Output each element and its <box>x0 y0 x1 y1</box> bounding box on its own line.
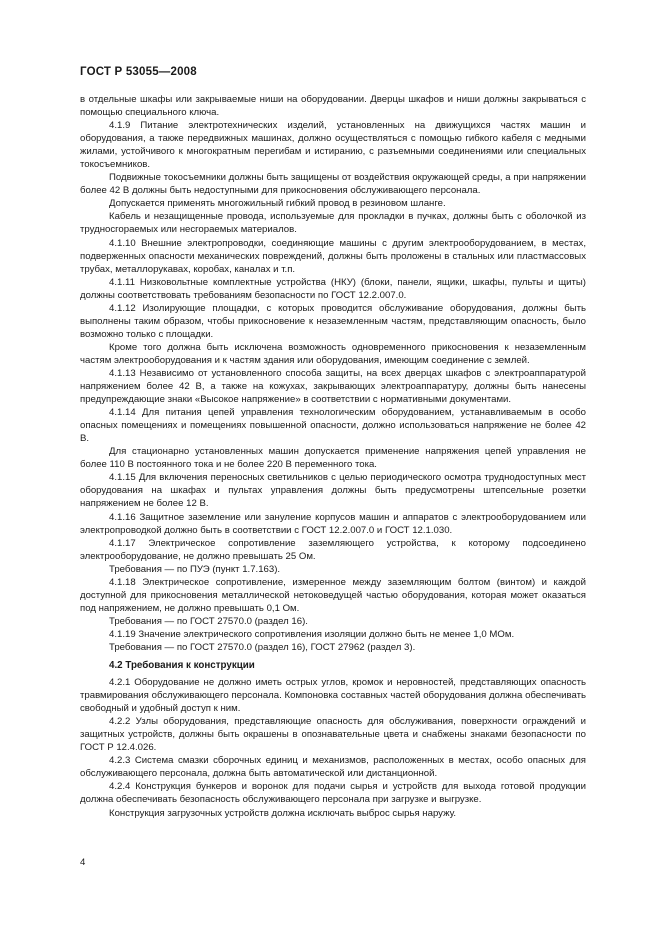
paragraph: 4.1.11 Низковольтные комплектные устройства (НКУ) (блоки, панели, ящики, шкафы, пульты и щиты) должны соответствовать требованиям безопасности по ГОСТ 12.2.007.0. <box>80 276 586 301</box>
paragraph: 4.1.10 Внешние электропроводки, соединяющие машины с другим электрооборудованием, в местах, подверженных опасности механических повреждений, должны быть проложены в стальных или пластмассовых трубах, металлорукавах, коробах, каналах и т.п. <box>80 237 586 275</box>
paragraph: 4.2.1 Оборудование не должно иметь острых углов, кромок и неровностей, представляющих опасность травмирования обслуживающего персонала. Компоновка составных частей оборудования должна обеспечивать свободный и удобный доступ к ним. <box>80 677 586 715</box>
paragraph: Кабель и незащищенные провода, используемые для прокладки в пучках, должны быть с оболочкой из трудносгораемых или несгораемых материалов. <box>80 211 586 236</box>
paragraph: Допускается применять многожильный гибкий провод в резиновом шланге. <box>109 198 446 210</box>
paragraph: Конструкция загрузочных устройств должна исключать выброс сырья наружу. <box>109 807 457 819</box>
section-heading: 4.2 Требования к конструкции <box>109 660 255 672</box>
paragraph: Требования — по ГОСТ 27570.0 (раздел 16). <box>109 615 308 627</box>
paragraph: 4.2.2 Узлы оборудования, представляющие опасность для обслуживания, поверхности ограждений и защитных устройств, должны быть окрашены в опознавательные цвета и снабжены знаками безопасности по ГОСТ Р 12.4.026. <box>80 716 586 754</box>
paragraph: 4.1.9 Питание электротехнических изделий, установленных на движущихся частях машин и оборудования, а также передвижных машинах, должно осуществляться с помощью гибкого кабеля с медными жилами, устойчивого к многократным перегибам и истиранию, с разъемными соединениями или специальных токосъемников. <box>80 120 586 171</box>
page-number: 4 <box>80 857 86 868</box>
paragraph: в отдельные шкафы или закрываемые ниши на оборудовании. Дверцы шкафов и ниши должны закрываться с помощью специального ключа. <box>80 94 586 119</box>
paragraph: 4.1.18 Электрическое сопротивление, измеренное между заземляющим болтом (винтом) и каждой доступной для прикосновения металлической нетоковедущей частью оборудования, которая может оказаться под напряжением, не должно превышать 0,1 Ом. <box>80 576 586 614</box>
paragraph: 4.1.12 Изолирующие площадки, с которых проводится обслуживание оборудования, должны быть выполнены таким образом, чтобы прикосновение к незаземленным частям, представляющим опасность, было возможно только с площадки. <box>80 302 586 340</box>
paragraph: 4.1.13 Независимо от установленного способа защиты, на всех дверцах шкафов с электроаппаратурой напряжением более 42 В, а также на кожухах, закрывающих электроаппаратуру, должны быть нанесены предупреждающие знаки «Высокое напряжение» в соответствии с нормативными документами. <box>80 367 586 406</box>
paragraph: 4.1.14 Для питания цепей управления технологическим оборудованием, устанавливаемым в особо опасных помещениях и помещениях повышенной опасности, должно использоваться напряжение не более 42 В. <box>80 407 586 445</box>
document-body <box>80 93 586 820</box>
paragraph: Подвижные токосъемники должны быть защищены от воздействия окружающей среды, а при напряжении более 42 В должны быть недоступными для прикосновения обслуживающего персонала. <box>80 172 586 197</box>
paragraph: Для стационарно установленных машин допускается применение напряжения цепей управления не более 110 В постоянного тока и не более 220 В переменного тока. <box>80 446 586 471</box>
paragraph: 4.2.3 Система смазки сборочных единиц и механизмов, расположенных в местах, особо опасных для обслуживающего персонала, должна быть автоматической или дистанционной. <box>80 755 586 780</box>
page-header-title: ГОСТ Р 53055—2008 <box>80 66 197 78</box>
paragraph: Требования — по ГОСТ 27570.0 (раздел 16), ГОСТ 27962 (раздел 3). <box>109 641 416 653</box>
paragraph: Кроме того должна быть исключена возможность одновременного прикосновения к незаземленным частям электрооборудования и к частям здания или оборудования, имеющим соединение с землей. <box>80 341 586 366</box>
paragraph: 4.2.4 Конструкция бункеров и воронок для подачи сырья и устройств для выхода готовой продукции должна обеспечивать безопасность обслуживающего персонала при загрузке и выгрузке. <box>80 781 586 806</box>
paragraph: 4.1.15 Для включения переносных светильников с целью периодического осмотра труднодоступных мест оборудования на шкафах и пультах управления должны быть предусмотрены штепсельные розетки напряжением не более 12 В. <box>80 472 586 510</box>
paragraph: 4.1.17 Электрическое сопротивление заземляющего устройства, к которому подсоединено электрооборудование, не должно превышать 25 Ом. <box>80 537 586 562</box>
paragraph: 4.1.16 Защитное заземление или зануление корпусов машин и аппаратов с электрооборудованием или электропроводкой должно быть в соответствии с ГОСТ 12.2.007.0 и ГОСТ 12.1.030. <box>80 511 586 536</box>
paragraph: 4.1.19 Значение электрического сопротивления изоляции должно быть не менее 1,0 МОм. <box>109 628 515 640</box>
paragraph: Требования — по ПУЭ (пункт 1.7.163). <box>109 563 281 575</box>
